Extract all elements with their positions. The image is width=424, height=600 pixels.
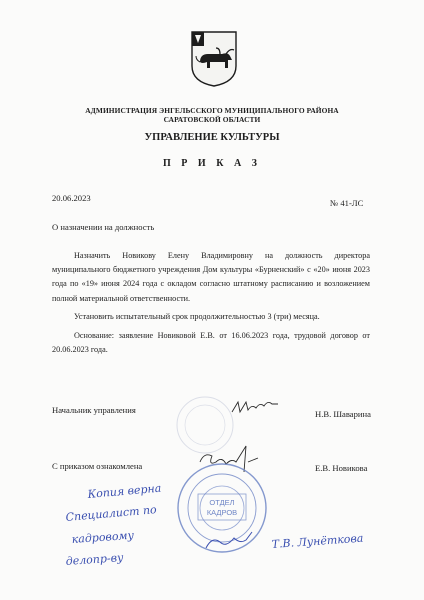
stamp-line-2: КАДРОВ <box>206 508 238 517</box>
body-paragraph-appointment: Назначить Новикову Елену Владимировну на должность директора муниципального бюджетного учреждения Дом культуры «Бурненский» с «20» июня 2023 года по «19» июня 2024 года с окладом согласно штатному расписанию и возложением полной материальной ответственности. <box>52 251 370 303</box>
handwritten-line-3: кадровому <box>71 528 135 546</box>
handwritten-line-1: Копия верна <box>87 481 162 501</box>
stamp-line-1: ОТДЕЛ <box>209 498 235 507</box>
coat-of-arms-icon <box>190 30 238 88</box>
head-signature-icon <box>232 402 278 412</box>
hr-department-stamp <box>178 464 266 552</box>
faint-seal <box>177 397 233 453</box>
order-subject: О назначении на должность <box>52 222 155 232</box>
acknowledgement-label: С приказом ознакомлена <box>52 461 143 471</box>
organization-line-1: АДМИНИСТРАЦИЯ ЭНГЕЛЬССКОГО МУНИЦИПАЛЬНОГО РАЙОНА <box>85 106 339 115</box>
handwritten-line-2: Специалист по <box>65 503 158 524</box>
order-number: № 41-ЛС <box>330 198 364 208</box>
head-signature-label: Начальник управления <box>52 405 136 415</box>
order-body <box>52 249 370 362</box>
handwritten-line-4: делопр-ву <box>65 550 124 568</box>
order-date: 20.06.2023 <box>52 193 91 203</box>
acknowledgement-name: Е.В. Новикова <box>315 463 368 473</box>
department-title: УПРАВЛЕНИЕ КУЛЬТУРЫ <box>144 132 280 143</box>
organization-line-2: САРАТОВСКОЙ ОБЛАСТИ <box>163 115 261 124</box>
head-signatory-name: Н.В. Шаварина <box>315 409 371 419</box>
body-paragraph-probation: Установить испытательный срок продолжительностью 3 (три) месяца. <box>74 312 320 322</box>
organization-name <box>0 106 424 124</box>
handwritten-name: Т.В. Лунёткова <box>271 531 364 551</box>
acknowledgement-signature-icon <box>200 446 258 472</box>
blue-signature-icon <box>206 532 252 548</box>
handwritten-certification <box>65 482 364 568</box>
document-type: П Р И К А З <box>163 158 261 169</box>
body-paragraph-basis: Основание: заявление Новиковой Е.В. от 16.06.2023 года, трудовой договор от 20.06.2023 года. <box>52 331 370 355</box>
